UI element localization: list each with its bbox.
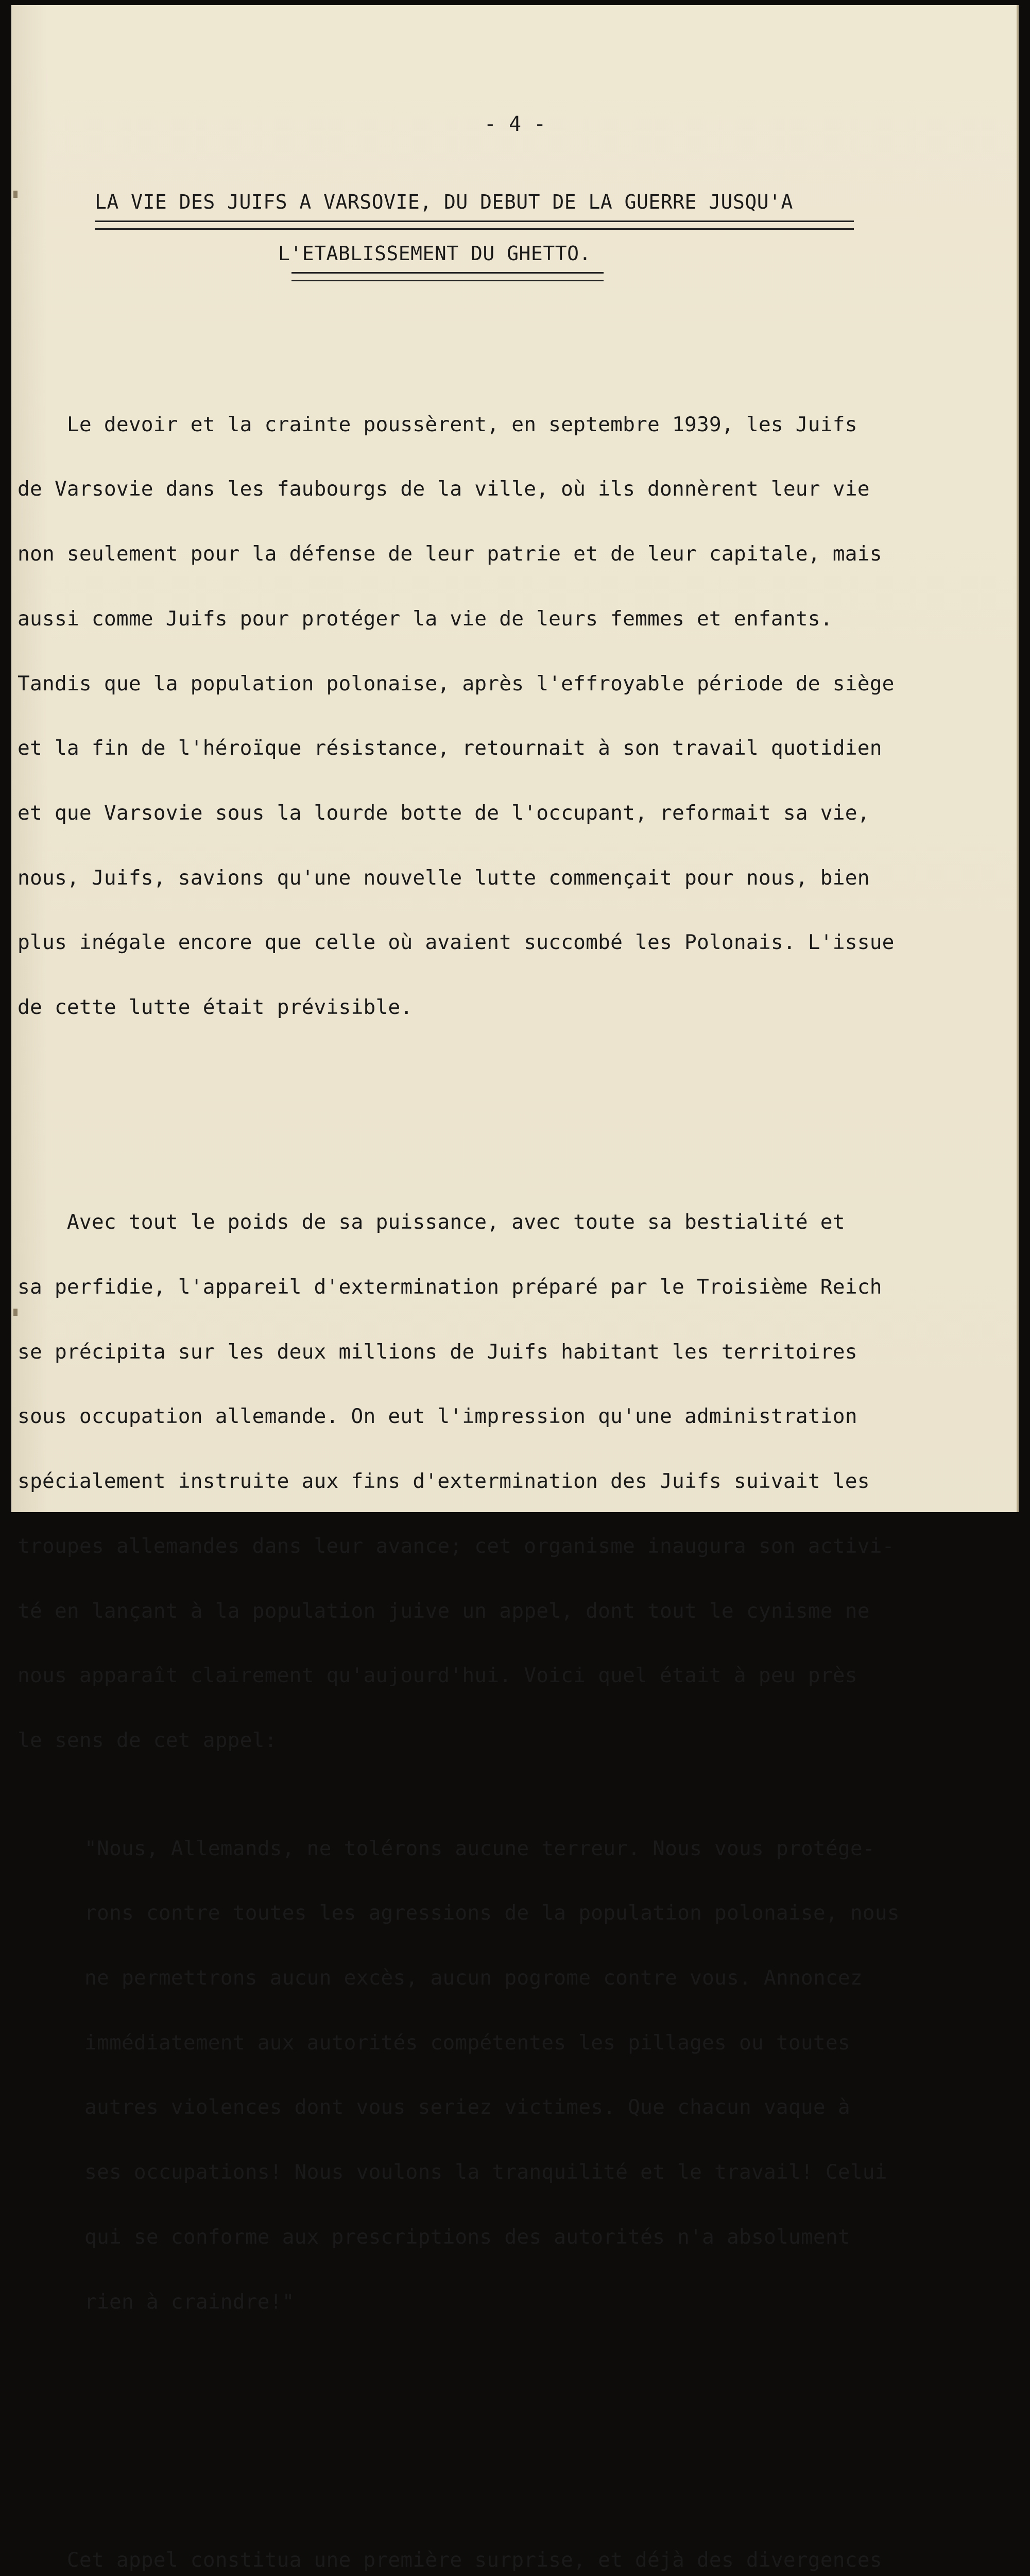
title-underline-1	[95, 221, 854, 230]
text-line: aussi comme Juifs pour protéger la vie de leurs femmes et enfants.	[18, 606, 833, 631]
text-line: sa perfidie, l'appareil d'extermination préparé par le Troisième Reich	[18, 1275, 882, 1299]
quote-line: autres violences dont vous seriez victimes. Que chacun vaque à	[84, 2095, 850, 2120]
text-line: se précipita sur les deux millions de Juifs habitant les territoires	[18, 1340, 857, 1364]
quote-line: rons contre toutes les agressions de la population polonaise, nous	[84, 1901, 900, 1925]
text-line: le sens de cet appel:	[18, 1728, 277, 1752]
text-line: et la fin de l'héroïque résistance, retournait à son travail quotidien	[18, 736, 882, 760]
binding-hole	[13, 191, 18, 198]
paragraph	[18, 2506, 996, 2576]
quote-line: rien à craindre!"	[84, 2290, 295, 2314]
quote-line: qui se conforme aux prescriptions des autorités n'a absolument	[84, 2225, 850, 2249]
binding-hole	[13, 1309, 18, 1316]
text-line: Tandis que la population polonaise, après l'effroyable période de siège	[18, 671, 895, 696]
text-line: troupes allemandes dans leur avance; cet organisme inaugura son activi-	[18, 1534, 895, 1558]
quote-line: immédiatement aux autorités compétentes les pillages ou toutes	[84, 2030, 850, 2055]
title-underline-2	[291, 272, 604, 281]
quote-line: "Nous, Allemands, ne tolérons aucune terreur. Nous vous protége-	[84, 1836, 875, 1860]
text-line: et que Varsovie sous la lourde botte de l'occupant, reformait sa vie,	[18, 801, 870, 825]
text-line: nous apparaît clairement qu'aujourd'hui. Voici quel était à peu près	[18, 1664, 857, 1688]
quote-line: ne permettrons aucun excès, aucun pogrome contre vous. Annoncez	[84, 1965, 863, 1990]
text-line: spécialement instruite aux fins d'extermination des Juifs suivait les	[18, 1469, 870, 1494]
quoted-appeal	[18, 1795, 996, 2357]
text-line: nous, Juifs, savions qu'une nouvelle lutte commençait pour nous, bien	[18, 866, 870, 890]
text-line: sous occupation allemande. On eut l'impression qu'une administration	[18, 1404, 857, 1429]
document-title-line-1: LA VIE DES JUIFS A VARSOVIE, DU DEBUT DE LA GUERRE JUSQU'A	[95, 191, 793, 213]
text-line: Le devoir et la crainte poussèrent, en septembre 1939, les Juifs	[18, 412, 857, 436]
text-line: de cette lutte était prévisible.	[18, 995, 413, 1020]
quote-line: ses occupations! Nous voulons la tranquilité et le travail! Celui	[84, 2160, 887, 2184]
text-line: Cet appel constitua une première surprise, et déjà des divergences	[18, 2548, 882, 2572]
body-text	[18, 328, 996, 2576]
text-line: de Varsovie dans les faubourgs de la ville, où ils donnèrent leur vie	[18, 477, 870, 501]
text-line: non seulement pour la défense de leur patrie et de leur capitale, mais	[18, 542, 882, 566]
text-line: plus inégale encore que celle où avaient succombé les Polonais. L'issue	[18, 930, 895, 955]
paragraph	[18, 371, 996, 1062]
text-line: té en lançant à la population juive un appel, dont tout le cynisme ne	[18, 1599, 870, 1623]
text-line: Avec tout le poids de sa puissance, avec toute sa bestialité et	[18, 1210, 845, 1234]
page-number: - 4 -	[484, 112, 546, 136]
document-title-line-2: L'ETABLISSEMENT DU GHETTO.	[278, 242, 591, 265]
paragraph	[18, 1168, 996, 2399]
